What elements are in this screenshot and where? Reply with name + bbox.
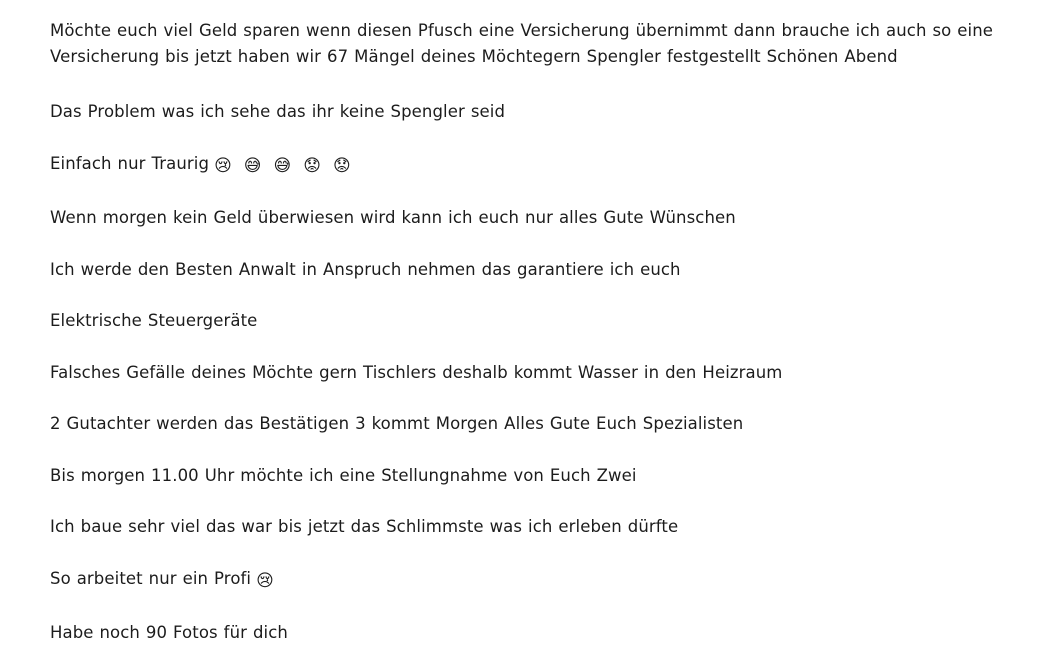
paragraph-text: Wenn morgen kein Geld überwiesen wird kann ich euch nur alles Gute Wünschen [50,208,736,228]
paragraph [50,620,998,646]
paragraph [50,411,998,437]
paragraph-text: So arbeitet nur ein Profi [50,568,252,588]
paragraph [50,514,998,540]
paragraph [50,205,998,231]
paragraph-text: Möchte euch viel Geld sparen wenn diesen Pfusch eine Versicherung übernimmt dann brauche ich auch so eine Versicherung bis jetzt haben wir 67 Mängel deines Möchtegern Spengler festgestellt Schönen Abend [50,21,994,66]
paragraph-text: Elektrische Steuergeräte [50,311,258,331]
paragraph [50,360,998,386]
paragraph [50,566,998,594]
paragraph [50,308,998,334]
paragraph [50,99,998,125]
paragraph [50,151,998,179]
paragraph-text: Falsches Gefälle deines Möchte gern Tischlers deshalb kommt Wasser in den Heizraum [50,362,783,382]
paragraph [50,463,998,489]
paragraph [50,257,998,283]
paragraph-text: Einfach nur Traurig [50,153,210,173]
paragraph-text: Ich werde den Besten Anwalt in Anspruch nehmen das garantiere ich euch [50,259,681,279]
paragraph-text: Bis morgen 11.00 Uhr möchte ich eine Stellungnahme von Euch Zwei [50,465,637,485]
paragraph-text: Habe noch 90 Fotos für dich [50,623,288,643]
emoji-group: 😢 [256,570,277,591]
emoji-group: 😢 😅 😅 😟 😟 [214,155,354,176]
paragraph-text: 2 Gutachter werden das Bestätigen 3 kommt Morgen Alles Gute Euch Spezialisten [50,414,744,434]
paragraph-text: Ich baue sehr viel das war bis jetzt das Schlimmste was ich erleben dürfte [50,517,679,537]
paragraph [50,18,998,69]
paragraph-text: Das Problem was ich sehe das ihr keine Spengler seid [50,102,506,122]
